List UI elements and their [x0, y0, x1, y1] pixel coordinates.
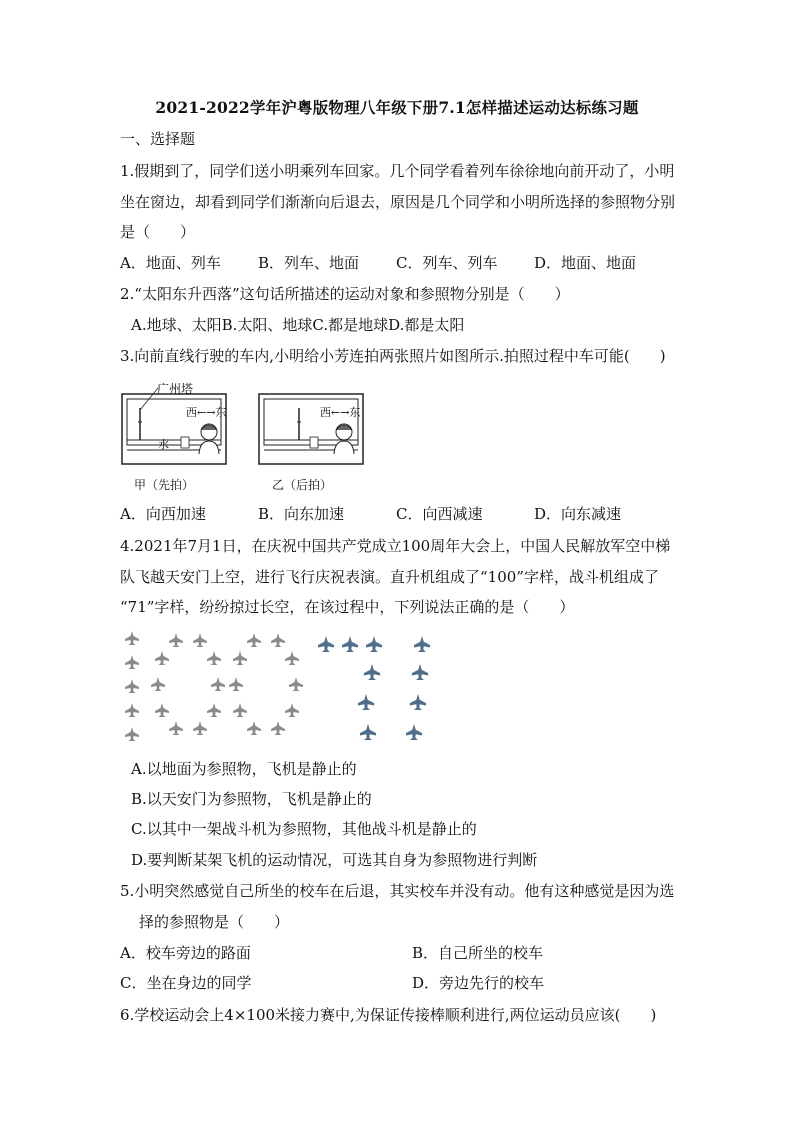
section-heading: 一、选择题 — [120, 130, 196, 148]
fighter-jet-icon — [342, 636, 358, 652]
fighter-jet-icon — [366, 636, 382, 652]
water-label: 水 — [158, 438, 169, 451]
direction-label-jia: 西←→东 — [186, 406, 227, 419]
fighter-jet-icon — [318, 636, 334, 652]
q3-option-b: B．向东加速 — [258, 505, 345, 523]
q4-option-a: A.以地面为参照物，飞机是静止的 — [131, 760, 357, 778]
helicopter-icon — [211, 677, 225, 691]
q5-option-b: B．自己所坐的校车 — [412, 944, 544, 962]
q1-line-1: 1.假期到了，同学们送小明乘列车回家。几个同学看着列车徐徐地向前开动了，小明 — [120, 162, 675, 180]
helicopter-icon — [289, 677, 303, 691]
q1-option-d: D．地面、地面 — [534, 254, 637, 272]
q3-option-c: C．向西减速 — [396, 505, 483, 523]
q3-stem: 3.向前直线行驶的车内,小明给小芳连拍两张照片如图所示.拍照过程中车可能( ) — [120, 347, 666, 365]
q5-option-c: C．坐在身边的同学 — [120, 974, 252, 992]
helicopter-icon — [229, 677, 243, 691]
direction-label-yi: 西←→东 — [320, 406, 361, 419]
q1-line-3: 是（ ） — [120, 223, 196, 241]
tower-label: 广州塔 — [157, 382, 194, 396]
helicopter-icon — [155, 703, 169, 717]
q6-stem: 6.学校运动会上4×100米接力赛中,为保证传接棒顺利进行,两位运动员应该( ) — [120, 1006, 657, 1024]
q5-option-d: D．旁边先行的校车 — [412, 974, 545, 992]
q5-line-2: 择的参照物是（ ） — [139, 913, 290, 931]
helicopter-icon — [207, 651, 221, 665]
photo-yi — [257, 378, 367, 470]
q4-option-c: C.以其中一架战斗机为参照物，其他战斗机是静止的 — [131, 820, 477, 838]
fighter-jet-icon — [412, 664, 428, 680]
helicopter-icon — [271, 721, 285, 735]
q4-line-3: “71”字样，纷纷掠过长空，在该过程中，下列说法正确的是（ ） — [120, 598, 575, 616]
fighter-jet-icon — [358, 694, 374, 710]
fighter-jet-icon — [360, 724, 376, 740]
helicopter-icon — [193, 633, 207, 647]
q3-option-d: D．向东减速 — [534, 505, 622, 523]
helicopter-icon — [125, 679, 139, 693]
helicopter-icon — [285, 703, 299, 717]
helicopter-icon — [125, 703, 139, 717]
q1-option-a: A．地面、列车 — [120, 254, 221, 272]
helicopter-icon — [125, 727, 139, 741]
helicopter-icon — [233, 703, 247, 717]
helicopter-icon — [125, 655, 139, 669]
q4-line-1: 4.2021年7月1日，在庆祝中国共产党成立100周年大会上，中国人民解放军空中梯 — [120, 537, 671, 555]
fighter-71-formation — [318, 636, 430, 740]
helicopter-icon — [169, 633, 183, 647]
q4-option-b: B.以天安门为参照物，飞机是静止的 — [131, 790, 372, 808]
helicopter-icon — [125, 631, 139, 645]
helicopter-icon — [247, 721, 261, 735]
helicopter-100-formation — [125, 631, 303, 741]
helicopter-icon — [151, 677, 165, 691]
q3-option-a: A．向西加速 — [120, 505, 206, 523]
caption-jia: 甲（先拍） — [134, 478, 195, 492]
page-title: 2021-2022学年沪粤版物理八年级下册7.1怎样描述运动达标练习题 — [155, 98, 639, 117]
helicopter-icon — [271, 633, 285, 647]
q5-line-1: 5.小明突然感觉自己所坐的校车在后退，其实校车并没有动。他有这种感觉是因为选 — [120, 882, 675, 900]
q5-option-a: A．校车旁边的路面 — [120, 944, 251, 962]
helicopter-icon — [155, 651, 169, 665]
formation-figure — [118, 626, 448, 748]
fighter-jet-icon — [414, 636, 430, 652]
q2-stem: 2.“太阳东升西落”这句话所描述的运动对象和参照物分别是（ ） — [120, 285, 570, 303]
helicopter-icon — [193, 721, 207, 735]
q1-option-c: C．列车、列车 — [396, 254, 498, 272]
caption-yi: 乙（后拍） — [272, 478, 333, 492]
q2-options: A.地球、太阳B.太阳、地球C.都是地球D.都是太阳 — [131, 316, 465, 334]
fighter-jet-icon — [364, 664, 380, 680]
helicopter-icon — [247, 633, 261, 647]
fighter-jet-icon — [406, 724, 422, 740]
q1-line-2: 坐在窗边，却看到同学们渐渐向后退去，原因是几个同学和小明所选择的参照物分别 — [120, 193, 676, 211]
q4-option-d: D.要判断某架飞机的运动情况，可选其自身为参照物进行判断 — [131, 851, 538, 869]
q1-option-b: B．列车、地面 — [258, 254, 360, 272]
fighter-jet-icon — [410, 694, 426, 710]
helicopter-icon — [207, 703, 221, 717]
helicopter-icon — [169, 721, 183, 735]
helicopter-icon — [233, 651, 247, 665]
helicopter-icon — [285, 651, 299, 665]
q4-line-2: 队飞越天安门上空，进行飞行庆祝表演。直升机组成了“100”字样，战斗机组成了 — [120, 568, 659, 586]
